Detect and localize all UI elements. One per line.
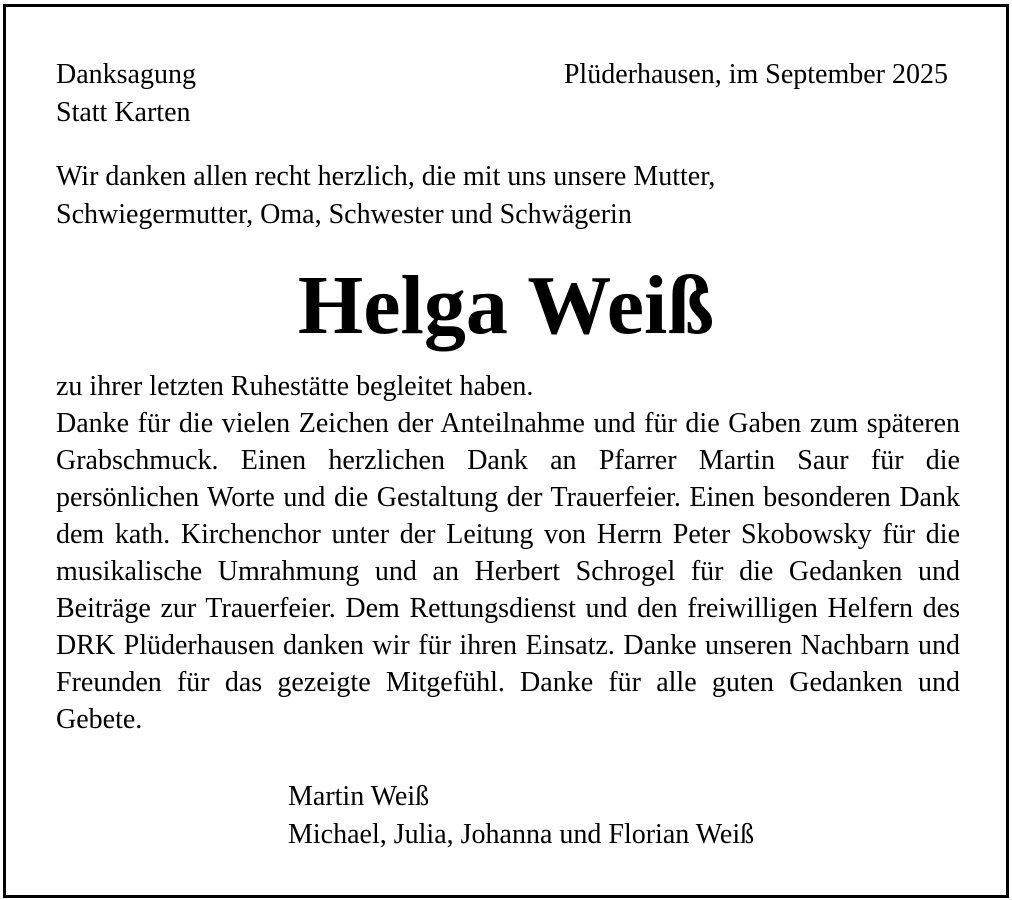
thanks-first-line: zu ihrer letzten Ruhestätte begleitet haben. [56, 371, 534, 402]
thanks-paragraph: Danke für die vielen Zeichen der Anteilnahme und für die Gaben zum späteren Grabschmuck. Einen herzlichen Dank an Pfarrer Martin Saur für die persönlichen Worte und die Gestaltung der Trauerfeier. Einen besonderen Dank dem kath. Kirchenchor unter der Leitung von Herrn Peter Skobowsky für die musikalische Umrahmung und an Herbert Schrogel für die Gedanken und Beiträge zur Trauerfeier. Dem Rettungsdienst und den freiwilligen Helfern des DRK Plüderhausen danken wir für ihren Einsatz. Danke unseren Nachbarn und Freunden für das gezeigte Mitgefühl. Danke für alle guten Gedanken und Gebete. [56, 408, 960, 735]
intro-line-1: Wir danken allen recht herzlich, die mit uns unsere Mutter, [56, 161, 716, 192]
deceased-name: Helga Weiß [297, 259, 715, 352]
notice-header-left [56, 56, 196, 132]
notice-subtype: Statt Karten [56, 97, 191, 128]
intro-line-2: Schwiegermutter, Oma, Schwester und Schwägerin [56, 199, 632, 230]
thanks-body [56, 368, 960, 738]
intro-text [56, 158, 715, 234]
signature-line-2: Michael, Julia, Johanna und Florian Weiß [288, 819, 755, 850]
place-date: Plüderhausen, im September 2025 [563, 59, 948, 90]
signature-line-1: Martin Weiß [288, 781, 430, 812]
signatures [288, 778, 754, 854]
notice-type: Danksagung [56, 59, 196, 90]
